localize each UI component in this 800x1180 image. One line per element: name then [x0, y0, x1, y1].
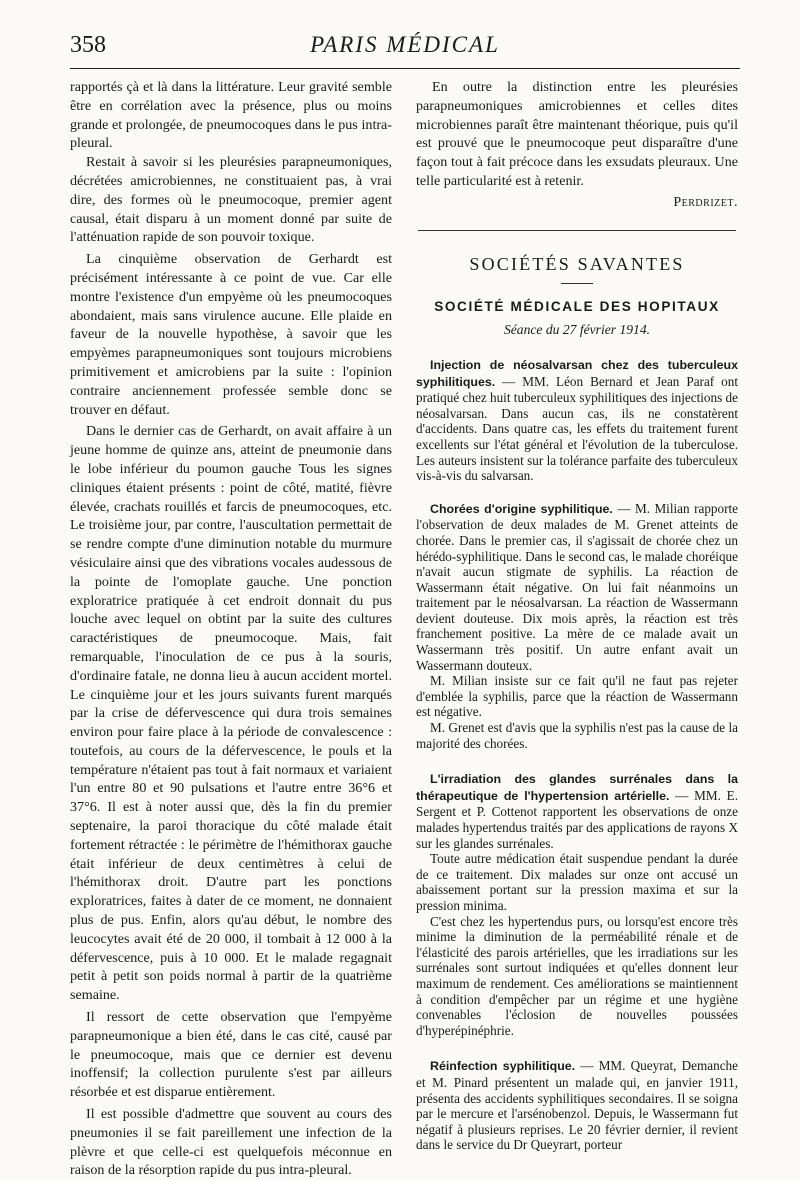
report-paragraph: C'est chez les hypertendus purs, ou lorsqu'est encore très minime la diminution de la perméabilité rénale et de l'élasticité des parois artérielles, que les irradiations sur les surrénales sont surtout indiquées et qu'elles donnent leur maximum de rendement. Ces améliorations se maintiennent à condition d'empêcher par un régime et une hygiène convenables l'éclosion de nouvelles poussées d'hyperépinéphrie.: [416, 913, 738, 1038]
society-title: SOCIÉTÉ MÉDICALE DES HOPITAUX: [434, 299, 720, 315]
page-number: 358: [70, 32, 106, 58]
report-paragraph: Toute autre médication était suspendue pendant la durée de ce traitement. Dix malades sur onze ont accusé un abaissement portant sur la pression maxima et sur la pression minima.: [416, 851, 738, 913]
paragraph: En outre la distinction entre les pleurésies parapneumoniques amicrobiennes et celles dites microbiennes paraît être maintenant théorique, puis qu'il est prouvé que le pneumocoque peut disparaître d'une façon tout à fait précoce dans les exsudats pleuraux. Une telle particularité est à retenir.: [416, 79, 738, 189]
report-body: — MM. Queyrat, Demanche et M. Pinard présentent un malade qui, en janvier 1911, présenta des accidents syphilitiques secondaires. Il se soigna par le mercure et l'arsénobenzol. Depuis, le Wassermann fut négatif à plusieurs reprises. Le 20 février dernier, il revient dans le service du Dr Queyrart, porteur: [416, 1058, 739, 1153]
left-column: [70, 78, 392, 1180]
report-heading: Chorées d'origine syphilitique.: [430, 501, 613, 516]
report-entry: [416, 771, 738, 851]
running-title: PARIS MÉDICAL: [310, 32, 500, 57]
report-body: — MM. E. Sergent et P. Cottenot rapportent les observations de onze malades hypertendus traités par des applications de rayons X sur les glandes surrénales.: [416, 787, 738, 851]
paragraph: Restait à savoir si les pleurésies parapneumoniques, décrétées amicrobiennes, ne constituaient pas, à vrai dire, des formes où le pneumocoque, premier agent causal, était disparu à un moment donné par suite de l'atténuation rapide de son pouvoir toxique.: [70, 154, 392, 246]
report-body: — M. Milian rapporte l'observation de deux malades de M. Grenet atteints de chorée. Dans le premier cas, il s'agissait de chorée chez un hérédo-syphilitique. Dans le second cas, le malade choréique n'avait aucun stigmate de syphilis. La réaction de Wassermann était négative. On lui fait néanmoins un traitement par le néosalvarsan. La réaction de Wassermann devient douteuse. Dix mois après, la réaction est très franchement positive. La mère de ce malade avait un Wassermann très positif. Un autre enfant avait un Wassermann douteux.: [416, 500, 739, 673]
author-signature: Perdrizet.: [673, 193, 738, 210]
section-title: SOCIÉTÉS SAVANTES: [469, 253, 685, 274]
section-divider: [418, 230, 736, 231]
report-paragraph: M. Milian insiste sur ce fait qu'il ne faut pas rejeter d'emblée la syphilis, parce que la réaction de Wassermann est négative.: [416, 673, 738, 720]
report-entry: [416, 1058, 738, 1153]
paragraph: Dans le dernier cas de Gerhardt, on avait affaire à un jeune homme de quinze ans, atteint de pneumonie dans le lobe inférieur du poumon gauche Tous les signes cliniques étaient présents : point de côté, matité, fièvre élevée, crachats rouillés et farcis de pneumocoques, etc. Le troisième jour, par contre, l'auscultation permettait de se rendre compte d'une diminution notable du murmure vésiculaire ainsi que des vibrations vocales audessous de la pointe de l'omoplate gauche. Une ponction exploratrice pratiquée à cet endroit donnait du pus louche avec lequel on obtint par la suite des cultures caractéristiques de pneumocoque. Mais, fait remarquable, l'inoculation de ce pus à la souris, d'ordinaire fatale, ne donna lieu à aucun accident mortel. Le cinquième jour et les jours suivants furent marqués par la crise de défervescence qui dura trois semaines environ pour faire place à la période de convalescence : toutefois, au cours de la défervescence, le pouls et la température n'étaient pas tout à fait normaux et variaient l'un entre 80 et 90 pulsations et l'autre entre 36°6 et 37°6. Il est à noter aussi que, dès la fin du premier septenaire, la paroi thoracique du côté malade était fortement rétractée : le périmètre de l'hémithorax gauche était inférieur de deux centimètres à celui de l'hémithorax droit. D'autre part les ponctions exploratrices, faites à dater de ce moment, ne donnaient plus de pus. Enfin, alors qu'au début, le nombre des leucocytes avait été de 20 000, il tombait à 12 000 à la défervescence, puis à 10 000. Et le malade regagnait petit à petit son poids normal à partir de la quatrième semaine.: [70, 423, 392, 1004]
report-body: — MM. Léon Bernard et Jean Paraf ont pratiqué chez huit tuberculeux syphilitiques des injections de néosalvarsan. Dans aucun cas, ils ne constatèrent d'accidents. Dans quatre cas, les effets du traitement furent excellents sur l'état général et l'évolution de la tuberculose. Les auteurs insistent sur la tolérance parfaite des tuberculeux vis-à-vis du salvarsan.: [416, 373, 738, 484]
paragraph: rapportés çà et là dans la littérature. Leur gravité semble être en corrélation avec la présence, plus ou moins grande et prolongée, de pneumocoques dans le pus intra-pleural.: [70, 79, 392, 152]
page-header: [70, 30, 740, 64]
report-heading: Injection de néosalvarsan chez des tuberculeux syphilitiques.: [416, 357, 738, 389]
report-list: [416, 340, 738, 1153]
right-column: [416, 78, 738, 1153]
paragraph: La cinquième observation de Gerhardt est précisément intéressante à ce point de vue. Car elle montre l'existence d'un empyème où les pneumocoques abondaient, mais sans virulence aucune. Elle plaide en faveur de la nouvelle hypothèse, à savoir que les empyèmes parapneumoniques sont toujours microbiens primitivement et amicrobiens par la suite : l'opinion contraire anciennement professée semble donc se trouver en défaut.: [70, 251, 392, 418]
paragraph: Il est possible d'admettre que souvent au cours des pneumonies il se fait pareillement une infection de la plèvre et que celle-ci est quelquefois méconnue en raison de la résorption rapide du pus intra-pleural.: [70, 1106, 392, 1179]
report-heading: Réinfection syphilitique.: [430, 1059, 576, 1074]
report-paragraph: M. Grenet est d'avis que la syphilis n'est pas la cause de la majorité des chorées.: [416, 720, 738, 751]
report-entry: [416, 357, 738, 484]
report-heading: L'irradiation des glandes surrénales dans la thérapeutique de l'hypertension artérielle.: [416, 772, 738, 803]
paragraph: Il ressort de cette observation que l'empyème parapneumonique a bien été, dans le cas cité, causé par le pneumocoque, mais que ce dernier est devenu inoffensif; la collection purulente s'est par ailleurs résorbée et est disparue entièrement.: [70, 1009, 392, 1101]
session-date: Séance du 27 février 1914.: [503, 322, 651, 338]
header-rule: [70, 68, 740, 69]
report-entry: [416, 501, 738, 674]
title-rule: [561, 283, 593, 284]
